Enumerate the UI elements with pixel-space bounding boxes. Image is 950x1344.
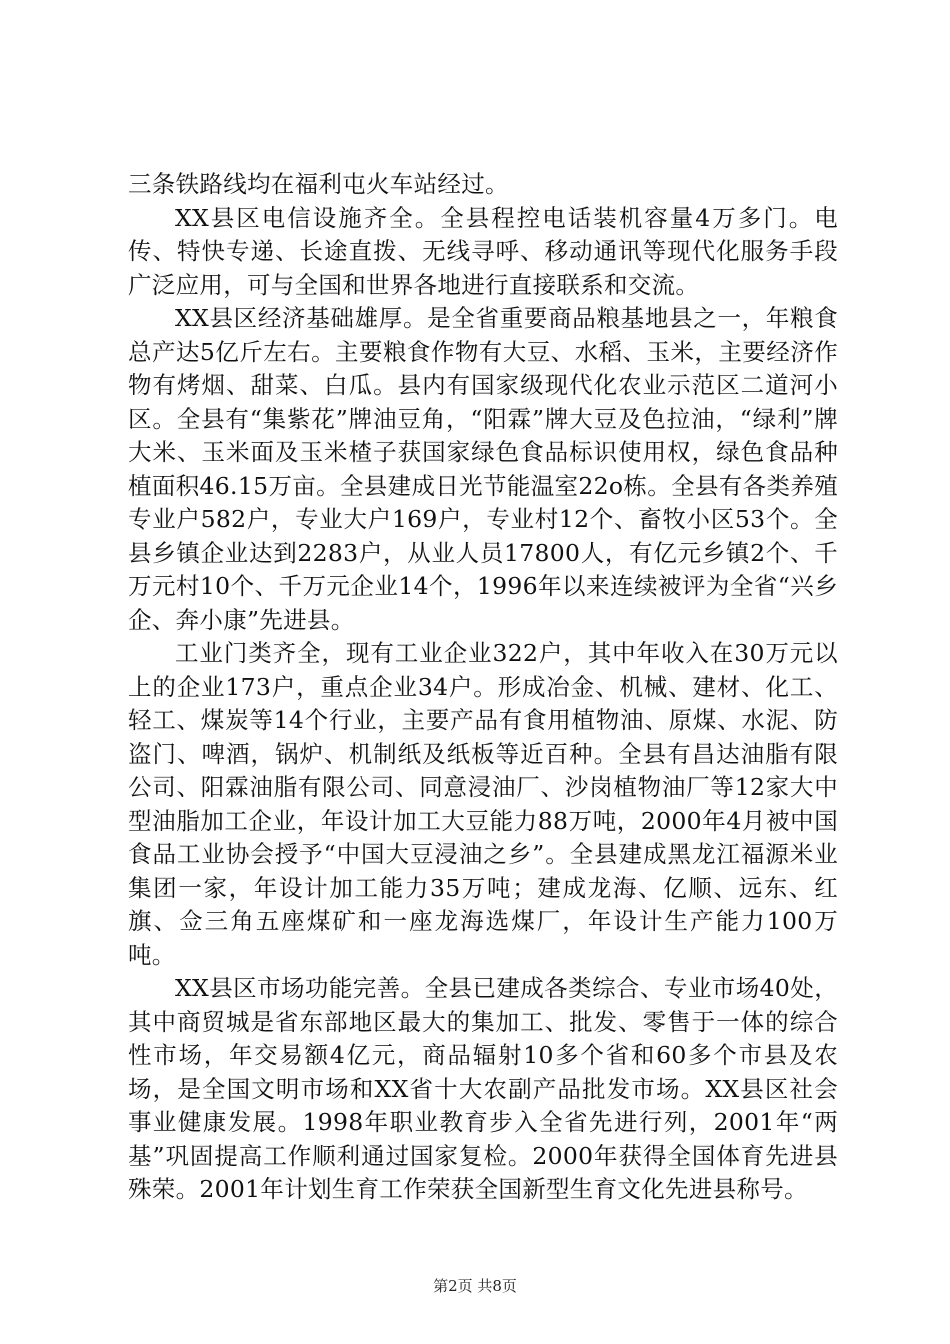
paragraph-continuation: 三条铁路线均在福利屯火车站经过。 bbox=[128, 170, 509, 198]
paragraph-economy: XX县区经济基础雄厚。是全省重要商品粮基地县之一，年粮食总产达5亿斤左右。主要粮食作物有大豆、水稻、玉米，主要经济作物有烤烟、甜菜、白瓜。县内有国家级现代化农业示范区二道河小区。全县有“集紫花”牌油豆角，“阳霖”牌大豆及色拉油，“绿利”牌大米、玉米面及玉米楂子获国家绿色食品标识使用权，绿色食品种植面积46.15万亩。全县建成日光节能温室22o栋。全县有各类养殖专业户582户，专业大户169户，专业村12个、畜牧小区53个。全县乡镇企业达到2283户，从业人员17800人，有亿元乡镇2个、千万元村10个、千万元企业14个，1996年以来连续被评为全省“兴乡企、奔小康”先进县。 bbox=[128, 304, 838, 634]
paragraph-industry: 工业门类齐全，现有工业企业322户，其中年收入在30万元以上的企业173户，重点企业34户。形成冶金、机械、建材、化工、轻工、煤炭等14个行业，主要产品有食用植物油、原煤、水泥、防盗门、啤酒，锅炉、机制纸及纸板等近百种。全县有昌达油脂有限公司、阳霖油脂有限公司、同意浸油厂、沙岗植物油厂等12家大中型油脂加工企业，年设计加工大豆能力88万吨，2000年4月被中国食品工业协会授予“中国大豆浸油之乡”。全县建成黑龙江福源米业集团一家，年设计加工能力35万吨；建成龙海、亿顺、远东、红旗、佥三角五座煤矿和一座龙海选煤厂，年设计生产能力100万吨。 bbox=[128, 639, 838, 969]
page-number-footer: 第2页 共8页 bbox=[433, 1277, 517, 1295]
document-body bbox=[128, 168, 838, 1207]
paragraph-telecom: XX县区电信设施齐全。全县程控电话装机容量4万多门。电传、特快专递、长途直拨、无线寻呼、移动通讯等现代化服务手段广泛应用，可与全国和世界各地进行直接联系和交流。 bbox=[128, 203, 838, 299]
paragraph-market: XX县区市场功能完善。全县已建成各类综合、专业市场40处，其中商贸城是省东部地区最大的集加工、批发、零售于一体的综合性市场，年交易额4亿元，商品辐射10多个省和60多个市县及农场，是全国文明市场和XX省十大农副产品批发市场。XX县区社会事业健康发展。1998年职业教育步入全省先进行列，2001年“两基”巩固提高工作顺利通过国家复检。2000年获得全国体育先进县殊荣。2001年计划生育工作荣获全国新型生育文化先进县称号。 bbox=[128, 974, 838, 1203]
